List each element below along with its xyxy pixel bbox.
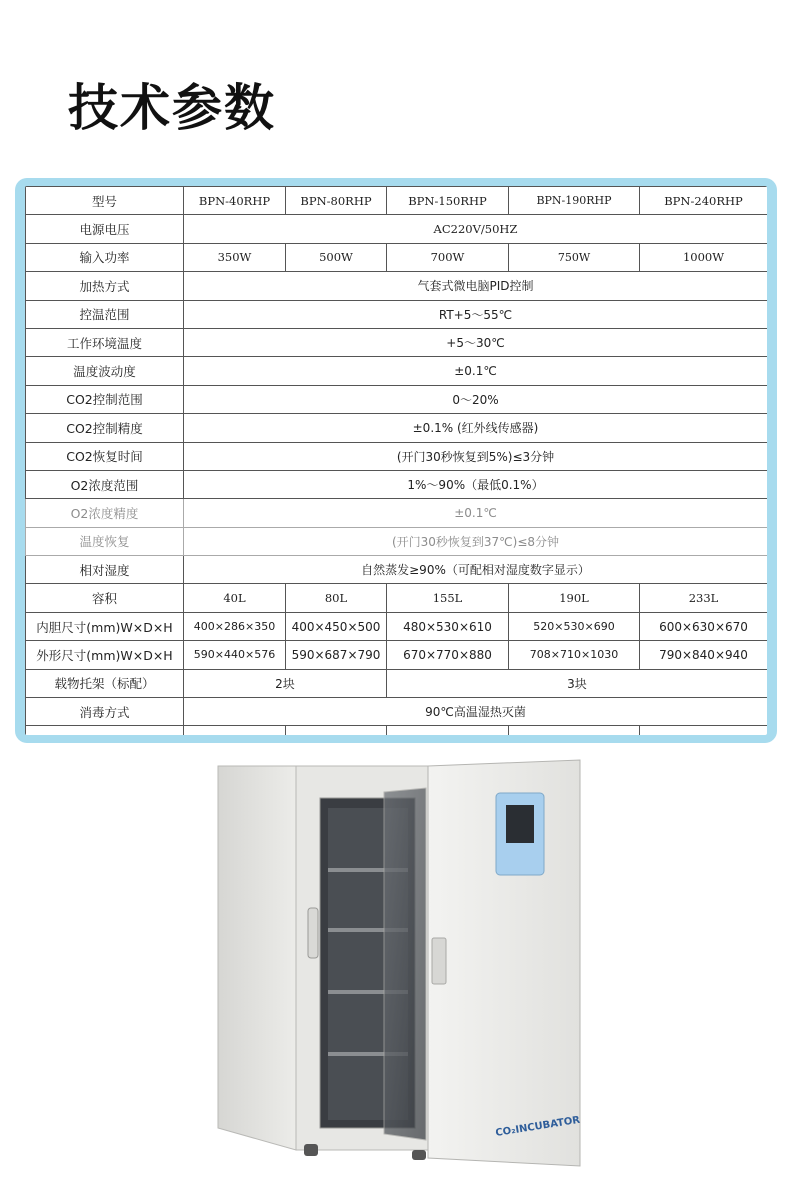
value-cell: 590×440×576 [184, 641, 286, 669]
incubator-product-image [200, 758, 600, 1168]
row-heating [26, 272, 768, 300]
foot [412, 1150, 426, 1160]
row-label: CO2控制范围 [26, 385, 184, 413]
row-label: 电源电压 [26, 215, 184, 243]
value-cell: ±0.1℃ [184, 357, 768, 385]
value-cell: 790×840×940 [640, 641, 768, 669]
row-temp-recovery [26, 527, 768, 555]
value-cell: 500W [286, 243, 387, 271]
cutoff-cell [26, 726, 184, 735]
value-cell: 1%～90%（最低0.1%） [184, 470, 768, 498]
value-cell: (开门30秒恢复到5%)≤3分钟 [184, 442, 768, 470]
glass-door [384, 788, 426, 1140]
value-cell: 350W [184, 243, 286, 271]
value-cell: 600×630×670 [640, 612, 768, 640]
cutoff-cell [184, 726, 286, 735]
row-label: O2浓度精度 [26, 499, 184, 527]
row-shelves [26, 669, 768, 697]
row-env-temp [26, 328, 768, 356]
value-cell: 气套式微电脑PID控制 [184, 272, 768, 300]
row-power [26, 243, 768, 271]
value-cell: 670×770×880 [387, 641, 509, 669]
row-co2-precision [26, 414, 768, 442]
row-label: O2浓度范围 [26, 470, 184, 498]
model-cell: BPN-240RHP [640, 187, 768, 215]
row-label: 温度波动度 [26, 357, 184, 385]
model-cell: BPN-190RHP [509, 187, 640, 215]
value-cell: 400×450×500 [286, 612, 387, 640]
value-cell: 0～20% [184, 385, 768, 413]
value-cell: 520×530×690 [509, 612, 640, 640]
row-model [26, 187, 768, 215]
model-cell: BPN-40RHP [184, 187, 286, 215]
row-co2-recovery [26, 442, 768, 470]
value-cell: 90℃高温湿热灭菌 [184, 698, 768, 726]
row-voltage [26, 215, 768, 243]
cutoff-cell [640, 726, 768, 735]
row-temp-fluct [26, 357, 768, 385]
row-label: 载物托架（标配） [26, 669, 184, 697]
row-label: CO2控制精度 [26, 414, 184, 442]
row-disinfection [26, 698, 768, 726]
model-cell: BPN-80RHP [286, 187, 387, 215]
brand-label: CO₂INCUBATOR [494, 1114, 581, 1139]
spec-table-frame [15, 178, 777, 743]
row-cutoff [26, 726, 768, 735]
cutoff-cell [509, 726, 640, 735]
value-cell: 2块 [184, 669, 387, 697]
row-label: 消毒方式 [26, 698, 184, 726]
value-cell: 自然蒸发≥90%（可配相对湿度数字显示） [184, 556, 768, 584]
row-label: 温度恢复 [26, 527, 184, 555]
value-cell: 480×530×610 [387, 612, 509, 640]
value-cell: 40L [184, 584, 286, 612]
row-outer-dim [26, 641, 768, 669]
value-cell: ±0.1℃ [184, 499, 768, 527]
value-cell: AC220V/50HZ [184, 215, 768, 243]
value-cell: 155L [387, 584, 509, 612]
value-cell: +5～30℃ [184, 328, 768, 356]
display-screen [506, 805, 534, 843]
row-label: 加热方式 [26, 272, 184, 300]
row-co2-range [26, 385, 768, 413]
row-label: 相对湿度 [26, 556, 184, 584]
cabinet-side-panel [218, 766, 296, 1150]
value-cell: 400×286×350 [184, 612, 286, 640]
glass-door-latch [308, 908, 318, 958]
spec-table [25, 186, 767, 735]
row-o2-range [26, 470, 768, 498]
row-label: 控温范围 [26, 300, 184, 328]
value-cell: 233L [640, 584, 768, 612]
page-heading: 技术参数 [68, 79, 276, 137]
value-cell: 700W [387, 243, 509, 271]
value-cell: 1000W [640, 243, 768, 271]
value-cell: ±0.1% (红外线传感器) [184, 414, 768, 442]
spec-table-container [25, 186, 767, 735]
row-label: 型号 [26, 187, 184, 215]
row-temp-range [26, 300, 768, 328]
value-cell: 80L [286, 584, 387, 612]
row-label: 输入功率 [26, 243, 184, 271]
value-cell: RT+5～55℃ [184, 300, 768, 328]
foot [304, 1144, 318, 1156]
row-inner-dim [26, 612, 768, 640]
value-cell: (开门30秒恢复到37℃)≤8分钟 [184, 527, 768, 555]
value-cell: 750W [509, 243, 640, 271]
value-cell: 708×710×1030 [509, 641, 640, 669]
value-cell: 3块 [387, 669, 768, 697]
row-o2-precision [26, 499, 768, 527]
row-label: 容积 [26, 584, 184, 612]
cutoff-cell [387, 726, 509, 735]
value-cell: 190L [509, 584, 640, 612]
row-label: 内胆尺寸(mm)W×D×H [26, 612, 184, 640]
row-volume [26, 584, 768, 612]
row-label: 外形尺寸(mm)W×D×H [26, 641, 184, 669]
cutoff-cell [286, 726, 387, 735]
door-handle-recess [432, 938, 446, 984]
row-label: 工作环境温度 [26, 328, 184, 356]
row-label: CO2恢复时间 [26, 442, 184, 470]
model-cell: BPN-150RHP [387, 187, 509, 215]
value-cell: 590×687×790 [286, 641, 387, 669]
row-humidity [26, 556, 768, 584]
